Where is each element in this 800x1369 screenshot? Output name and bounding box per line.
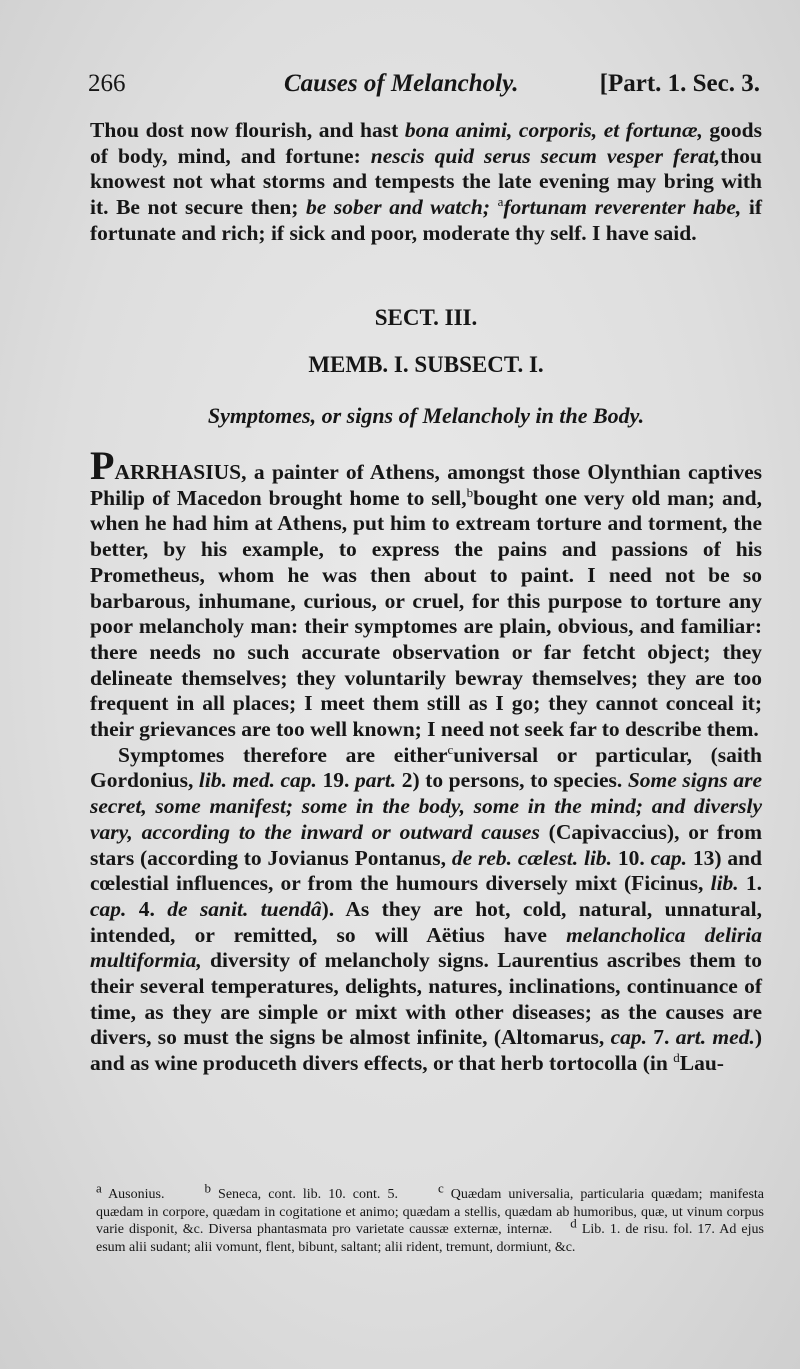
p2-text-i: 4. [126,896,168,921]
p2-italic-11: art. med. [675,1025,755,1050]
intro-latin-4: fortunam reverenter habe, [503,195,742,220]
p1-text-a: a painter of Athens, amongst those Olynthian captives Philip of Macedon brought home to sell, [90,460,762,510]
subsection-title: Symptomes, or signs of Melancholy in the Body. [207,403,645,428]
page-number: 266 [88,70,126,97]
intro-latin-2: nescis quid serus secum vesper ferat, [370,143,721,168]
p2-text-k: diversity of melancholy signs. Laurentius ascribes them to their several temperatures, delights, natures, inclinations, continuance of time, as they are simple or mixt with other diseases; as the causes are divers, so must the signs be almost infinite, (Altomarus, [90,948,762,1050]
p2-text-h: 1. [738,871,762,896]
p2-italic-8: de sanit. tuendâ [167,896,322,921]
p2-text-g: 13) and cœlestial influences, or from the humours diversely mixt (Ficinus, [90,845,763,896]
footnote-d: Lib. 1. de risu. fol. 17. Ad ejus esum alii sudant; alii vomunt, flent, bibunt, saltant; alii rident, tremunt, dormiunt, &c. [96,1222,764,1255]
p2-text-m: ) and as wine produceth divers effects, or that herb tortocolla (in [90,1025,762,1076]
paragraph-1 [90,443,762,743]
p2-text-j: ). As they are hot, cold, natural, unnatural, intended, or remitted, so will Aëtius have [90,896,762,947]
drop-cap: P [90,443,115,488]
footnote-ref-d: d [673,1050,680,1066]
p2-text-n: Lau- [679,1051,724,1076]
intro-latin-1: bona animi, corporis, et fortunæ, [404,118,703,142]
p2-italic-1: lib. med. cap. [198,768,317,793]
footnote-a-mark: a [96,1180,102,1196]
opening-name: ARRHASIUS, [114,460,247,484]
member-subsection-heading: MEMB. I. SUBSECT. I. [308,352,544,377]
p2-text-l: 7. [647,1025,676,1050]
p2-italic-10: cap. [610,1025,647,1050]
p2-italic-3: Some signs are secret, some manifest; some in the body, some in the mind; and diversly vary, according to the inward or outward causes [90,768,762,844]
footnote-c-mark: c [437,1180,444,1196]
intro-text-2: goods of body, mind, and fortune: [90,118,762,168]
p2-text-e: (Capivaccius), or from stars (according to Jovianus Pontanus, [90,819,762,870]
paragraph-2 [90,743,762,1077]
footnote-a: Ausonius. [101,1187,165,1202]
p2-italic-6: lib. [710,871,739,896]
footnotes [96,1180,764,1256]
p2-text-a: Symptomes therefore are either [118,742,448,767]
p2-italic-5: cap. [650,845,688,870]
intro-text-4: if fortunate and rich; if sick and poor, moderate thy self. I have said. [90,195,763,245]
footnote-d-mark: d [570,1215,577,1231]
main-text [90,443,763,1077]
footnote-b: Seneca, cont. lib. 10. cont. 5. [210,1187,398,1202]
intro-text-1: Thou dost now flourish, and hast [90,118,405,142]
p1-text-b: bought one very old man; and, when he had him at Athens, put him to extream torture and torment, the better, by his example, to express the pains and passions of his Prometheus, whom he was then about to paint. I need not be so barbarous, inhumane, curious, or cruel, for this purpose to torture any poor melancholy man: their symptomes are plain, obvious, and familiar: there needs no such accurate observation or far fetcht object; they delineate themselves; they voluntarily bewray themselves; they are too frequent in all places; I meet them still as I go; they cannot conceal it; their grievances are too well known; I need not seek far to describe them. [90,485,762,742]
section-heading: SECT. III. [374,305,478,330]
footnote-ref-b: b [466,484,474,500]
p2-text-b: universal or particular, (saith Gordonius, [90,742,763,793]
intro-paragraph [90,118,762,247]
p2-text-d: 2) to persons, to species. [396,768,628,793]
intro-italic-3: be sober and watch; [306,195,491,220]
footnote-ref-c: c [447,741,454,757]
p2-italic-2: part. [354,768,397,793]
footnote-c: Quædam universalia, particularia quædam; manifesta quædam in corpore, quædam in cogitatione et animo; quædam a stellis, quædam ab humoribus, quæ, ut vinum corpus varie disponit, &c. Diversa phantasmata pro varietate caussæ externæ, internæ. [96,1187,764,1237]
part-section-marker: [Part. 1. Sec. 3. [599,70,760,97]
running-title: Causes of Melancholy. [284,70,519,97]
p2-text-f: 10. [612,845,651,870]
p2-text-c: 19. [316,768,355,793]
p2-italic-7: cap. [90,896,127,921]
footnote-ref-a: a [497,193,504,209]
p2-italic-4: de reb. cælest. lib. [451,845,613,870]
footnote-b-mark: b [204,1180,211,1196]
running-head [88,66,760,102]
p2-italic-9: melancholica deliria multiformia, [90,922,762,973]
intro-text-3: thou knowest not what storms and tempests the late evening may bring with it. Be not secure then; [90,143,762,220]
